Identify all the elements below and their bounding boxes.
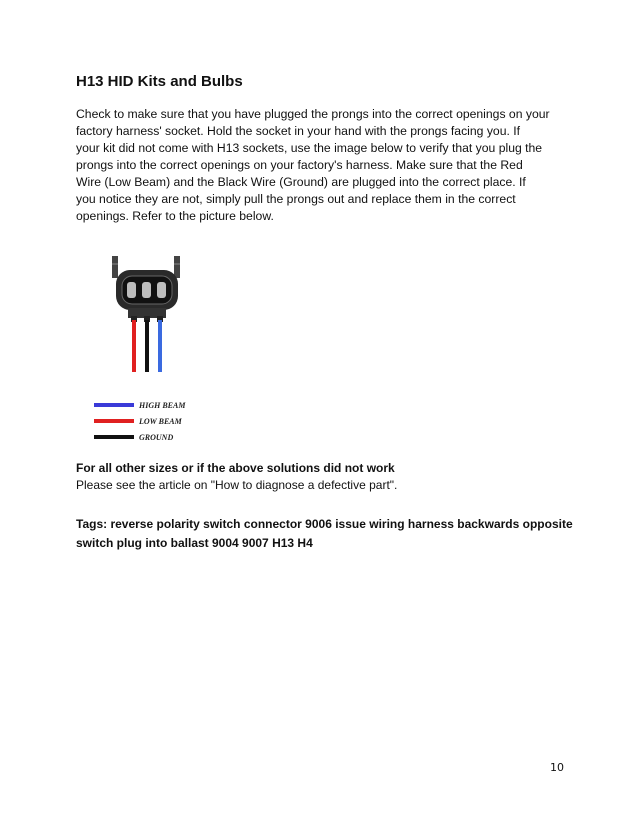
paragraph-line: prongs into the correct openings on your factory's harness. Make sure that the Red xyxy=(76,158,523,172)
wire-legend xyxy=(94,401,186,442)
page-title: H13 HID Kits and Bulbs xyxy=(76,73,243,90)
connector-clip-left xyxy=(112,256,118,278)
connector-clip-right xyxy=(174,256,180,278)
connector-plug xyxy=(112,256,180,322)
legend-label-high-beam: HIGH BEAM xyxy=(139,401,186,410)
paragraph-line: openings. Refer to the picture below. xyxy=(76,209,274,223)
tags-paragraph xyxy=(76,515,573,553)
paragraph-line: you notice they are not, simply pull the prongs out and replace them in the correct xyxy=(76,192,516,206)
connector-pin xyxy=(127,282,136,298)
instructions-paragraph xyxy=(76,106,572,225)
paragraph-line: your kit did not come with H13 sockets, use the image below to verify that you plug the xyxy=(76,141,543,155)
h13-connector-diagram xyxy=(84,250,224,450)
legend-label-ground: GROUND xyxy=(139,433,174,442)
tags-line: switch plug into ballast 9004 9007 H13 H4 xyxy=(76,536,313,550)
other-sizes-heading: For all other sizes or if the above solutions did not work xyxy=(76,461,395,475)
wiring-diagram-figure xyxy=(84,250,224,450)
paragraph-line: Wire (Low Beam) and the Black Wire (Ground) are plugged into the correct place. If xyxy=(76,175,526,189)
page-number: 10 xyxy=(550,761,564,774)
paragraph-line: factory harness' socket. Hold the socket in your hand with the prongs facing you. If xyxy=(76,124,521,138)
tags-line: Tags: reverse polarity switch connector 9006 issue wiring harness backwards opposite xyxy=(76,517,573,531)
connector-pin xyxy=(142,282,151,298)
other-sizes-text: Please see the article on "How to diagnose a defective part". xyxy=(76,478,398,492)
connector-pin xyxy=(157,282,166,298)
paragraph-line: Check to make sure that you have plugged the prongs into the correct openings on your xyxy=(76,107,550,121)
legend-label-low-beam: LOW BEAM xyxy=(139,417,182,426)
